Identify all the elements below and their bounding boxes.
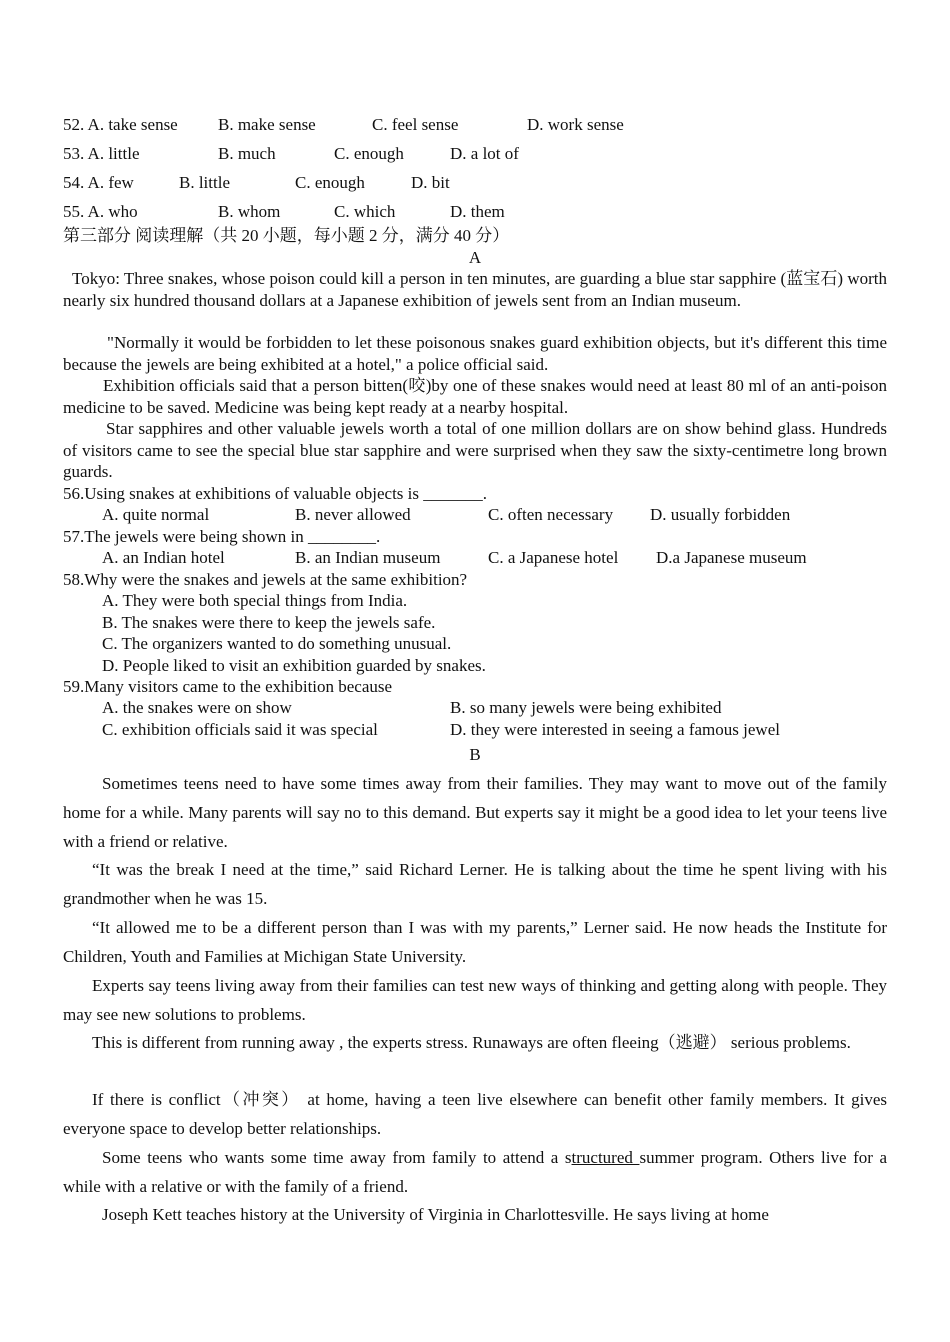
option-b: B. so many jewels were being exhibited [450, 698, 722, 717]
passage-b-paragraph-1: Sometimes teens need to have some times away from their families. They may want to move out of the family home for a while. Many parents will say no to this demand. But experts say it might be a good idea to let your teens live with a friend or relative. [63, 774, 887, 851]
passage-b-paragraph-4: Experts say teens living away from their families can test new ways of thinking and getting along with people. They may see new solutions to problems. [63, 976, 887, 1024]
option-a: 52. A. take sense [63, 115, 178, 134]
option-d: D. work sense [527, 115, 624, 134]
question-58-option-d: D. People liked to visit an exhibition guarded by snakes. [102, 656, 486, 675]
passage-a-paragraph-1: Tokyo: Three snakes, whose poison could kill a person in ten minutes, are guarding a blue star sapphire (蓝宝石) worth nearly six hundred thousand dollars at a Japanese exhibition of jewels sent from an Indian museum. [63, 269, 887, 310]
question-58-option-c: C. The organizers wanted to do something unusual. [102, 634, 452, 653]
passage-b-paragraph-2: “It was the break I need at the time,” said Richard Lerner. He is talking about the time he spent living with his grandmother when he was 15. [63, 860, 887, 908]
option-d: D. them [450, 202, 505, 221]
question-58-option-a: A. They were both special things from India. [102, 591, 408, 610]
option-d: D. they were interested in seeing a famous jewel [450, 720, 780, 739]
option-a: 53. A. little [63, 144, 140, 163]
underlined-word: tructured [571, 1148, 640, 1167]
option-a: 54. A. few [63, 173, 134, 192]
paragraph-7-end: summer program. Others live for a while with a relative or with the family of a friend. [63, 1148, 888, 1196]
paragraph-7-start: Some teens who wants some time away from family to attend a s [102, 1148, 572, 1167]
option-a: A. an Indian hotel [102, 548, 225, 567]
passage-a-label: A [468, 248, 482, 267]
passage-a-paragraph-3: Exhibition officials said that a person bitten(咬)by one of these snakes would need at least 80 ml of an anti-poison medicine to be saved. Medicine was being kept ready at a nearby hospital. [63, 376, 887, 417]
question-58-stem: 58.Why were the snakes and jewels at the same exhibition? [63, 570, 468, 589]
option-b: B. an Indian museum [295, 548, 441, 567]
option-d: D. usually forbidden [650, 505, 791, 524]
option-b: B. make sense [218, 115, 316, 134]
option-d: D. a lot of [450, 144, 519, 163]
option-c: C. enough [295, 173, 365, 192]
option-d: D. bit [411, 173, 450, 192]
option-c: C. feel sense [372, 115, 459, 134]
option-a: 55. A. who [63, 202, 138, 221]
passage-b-paragraph-6: If there is conflict（冲突） at home, having a teen live elsewhere can benefit other family members. It gives everyone space to develop better relationships. [63, 1090, 887, 1138]
question-59-stem: 59.Many visitors came to the exhibition because [63, 677, 393, 696]
option-c: C. which [334, 202, 396, 221]
passage-a-paragraph-4: Star sapphires and other valuable jewels worth a total of one million dollars are on show behind glass. Hundreds of visitors came to see the special blue star sapphire and were surprised when they saw the sixty-centimetre long brown guards. [63, 419, 887, 481]
option-a: A. quite normal [102, 505, 210, 524]
option-c: C. often necessary [488, 505, 614, 524]
passage-b-paragraph-8: Joseph Kett teaches history at the University of Virginia in Charlottesville. He says living at home [102, 1205, 769, 1224]
option-d: D.a Japanese museum [656, 548, 807, 567]
passage-a-paragraph-2: "Normally it would be forbidden to let these poisonous snakes guard exhibition objects, but it's different this time because the jewels are being exhibited at a hotel," a police official said. [63, 333, 887, 374]
option-a: A. the snakes were on show [102, 698, 292, 717]
passage-b-paragraph-5: This is different from running away , the experts stress. Runaways are often fleeing（逃避） serious problems. [92, 1033, 851, 1052]
passage-b-paragraph-7 [63, 1143, 887, 1201]
question-58-option-b: B. The snakes were there to keep the jewels safe. [102, 613, 436, 632]
part3-title: 第三部分 阅读理解（共 20 小题，每小题 2 分，满分 40 分） [63, 226, 510, 245]
option-c: C. enough [334, 144, 404, 163]
option-c: C. a Japanese hotel [488, 548, 619, 567]
passage-b-label: B [469, 745, 481, 764]
option-c: C. exhibition officials said it was special [102, 720, 378, 739]
passage-b-paragraph-3: “It allowed me to be a different person than I was with my parents,” Lerner said. He now heads the Institute for Children, Youth and Families at Michigan State University. [63, 918, 887, 966]
option-b: B. little [179, 173, 230, 192]
question-56-stem: 56.Using snakes at exhibitions of valuable objects is _______. [63, 484, 487, 503]
question-57-stem: 57.The jewels were being shown in ________. [63, 527, 381, 546]
option-b: B. much [218, 144, 276, 163]
option-b: B. whom [218, 202, 281, 221]
option-b: B. never allowed [295, 505, 411, 524]
